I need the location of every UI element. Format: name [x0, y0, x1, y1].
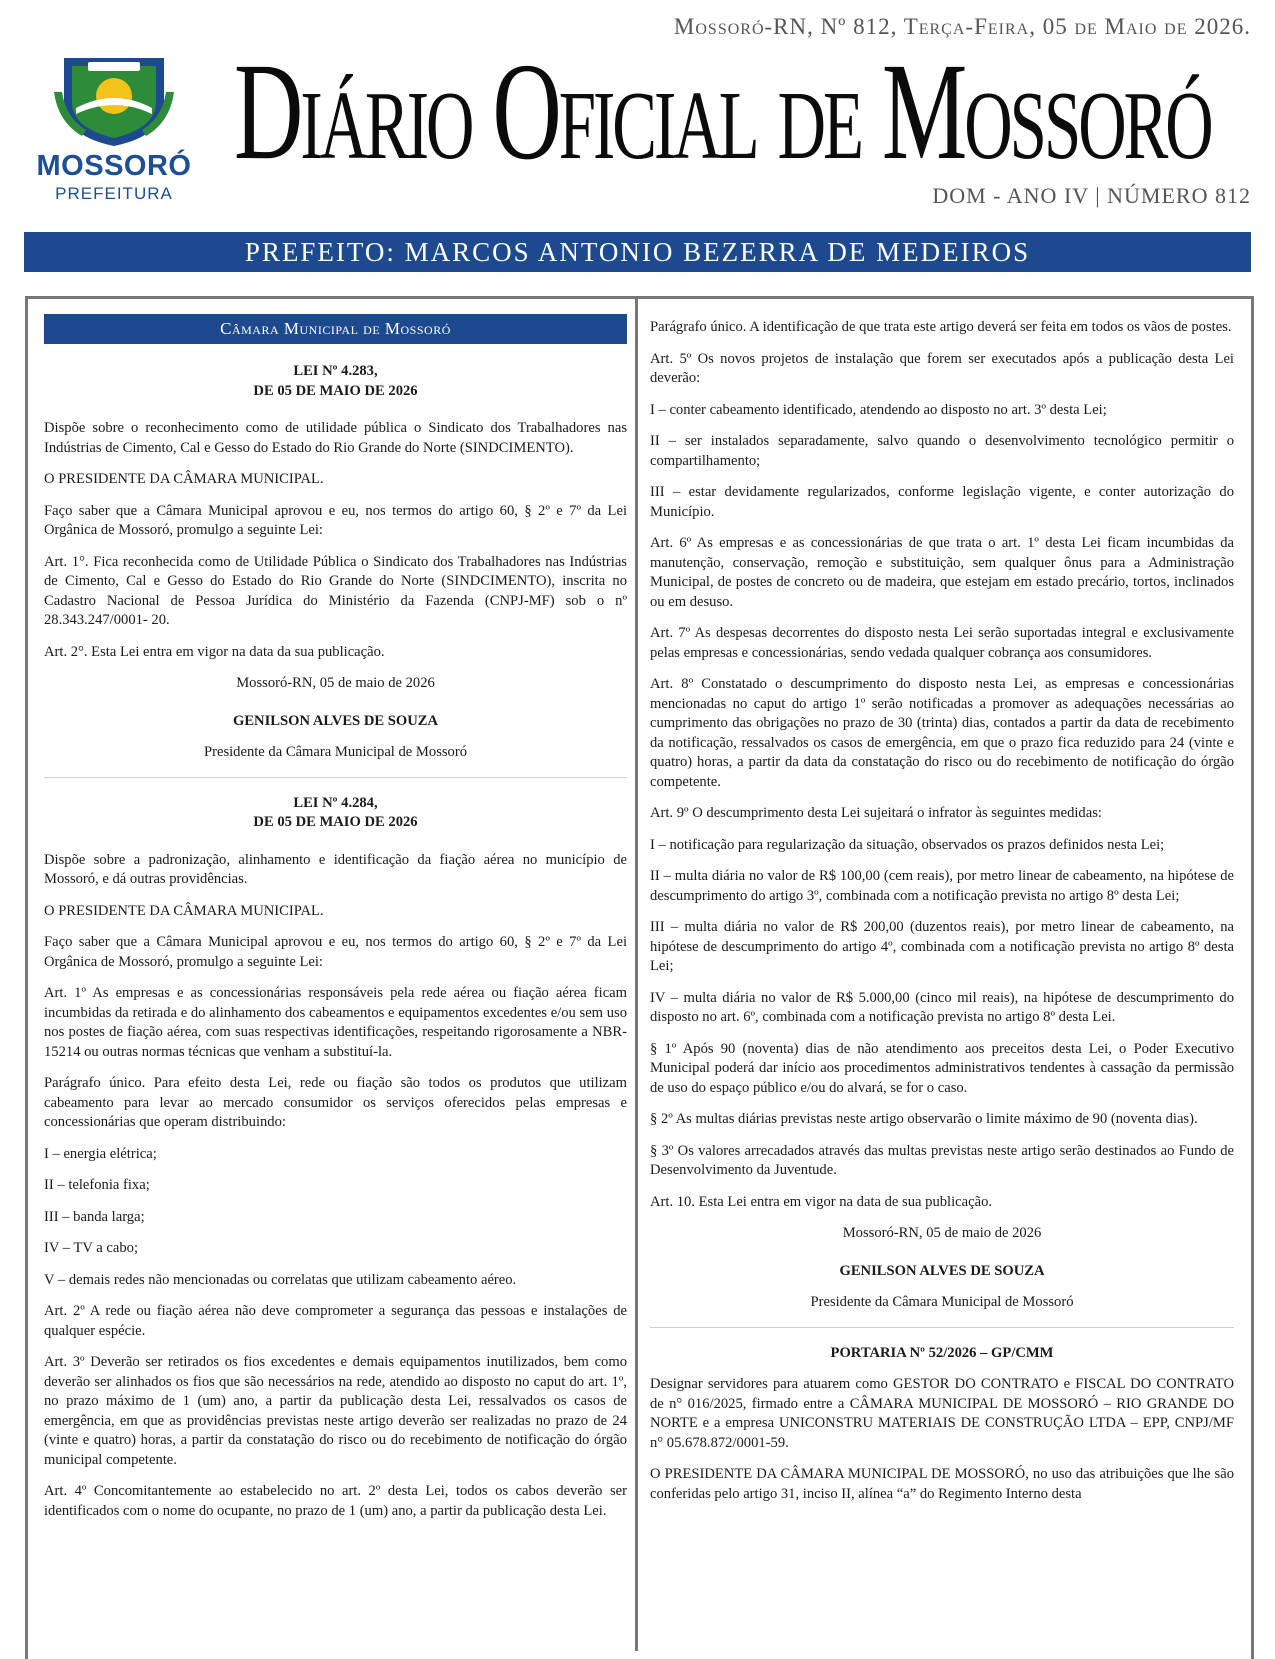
- list-item: IV – multa diária no valor de R$ 5.000,00 (cinco mil reais), na hipótese de descumprimento do disposto no art. 6º, combinada com a notificação prevista no artigo 8º desta Lei.: [650, 989, 1234, 1025]
- paragraph: O PRESIDENTE DA CÂMARA MUNICIPAL.: [44, 471, 324, 487]
- article: Art. 5º Os novos projetos de instalação que forem ser executados após a publicação desta Lei deverão:: [650, 350, 1234, 386]
- city-crest-icon: [52, 52, 176, 148]
- article: Art. 2°. Esta Lei entra em vigor na data da sua publicação.: [44, 643, 385, 660]
- paragraph: Faço saber que a Câmara Municipal aprovou e eu, nos termos do artigo 60, § 2º e 7º da Lei Orgânica de Mossoró, promulgo a seguinte Lei:: [44, 934, 627, 970]
- city-logo: [24, 52, 204, 207]
- list-item: IV – TV a cabo;: [44, 1240, 139, 1256]
- paragraph: O PRESIDENTE DA CÂMARA MUNICIPAL DE MOSSORÓ, no uso das atribuições que lhe são conferidas pelo artigo 31, inciso II, alínea “a” do Regimento Interno desta: [650, 1466, 1234, 1502]
- paragraph: Faço saber que a Câmara Municipal aprovou e eu, nos termos do artigo 60, § 2º e 7º da Lei Orgânica de Mossoró, promulgo a seguinte Lei:: [44, 502, 627, 538]
- portaria-title: PORTARIA Nº 52/2026 – GP/CMM: [830, 1344, 1054, 1361]
- law-summary: Dispõe sobre a padronização, alinhamento e identificação da fiação aérea no município de Mossoró, e dá outras providências.: [44, 851, 627, 887]
- signer-role: Presidente da Câmara Municipal de Mossoró: [203, 744, 468, 760]
- law-number: LEI Nº 4.283,: [293, 363, 378, 379]
- list-item: III – multa diária no valor de R$ 200,00 (duzentos reais), por metro linear de cabeamento, na hipótese de descumprimento do artigo 4º, combinada com a notificação prevista no artigo 8º desta Lei;: [650, 919, 1234, 974]
- right-column: [650, 318, 1234, 1516]
- law-summary: Dispõe sobre o reconhecimento como de utilidade pública o Sindicato dos Trabalhadores nas Indústrias de Cimento, Cal e Gesso do Estado do Rio Grande do Norte (SINDCIMENTO).: [44, 420, 627, 456]
- paragraph: Parágrafo único. A identificação de que trata este artigo deverá ser feita em todos os vãos de postes.: [650, 319, 1232, 335]
- paragraph: § 2º As multas diárias previstas neste artigo observarão o limite máximo de 90 (noventa dias).: [650, 1111, 1198, 1127]
- article: Art. 7º As despesas decorrentes do disposto nesta Lei serão suportadas integral e exclusivamente pelas empresas e concessionárias, sendo vedada qualquer cobrança aos consumidores.: [650, 625, 1234, 661]
- signer-role: Presidente da Câmara Municipal de Mossoró: [810, 1294, 1074, 1310]
- list-item: I – notificação para regularização da situação, observados os prazos definidos nesta Lei;: [650, 836, 1165, 853]
- list-item: V – demais redes não mencionadas ou correlatas que utilizam cabeamento aéreo.: [44, 1271, 517, 1288]
- article: Art. 9º O descumprimento desta Lei sujeitará o infrator às seguintes medidas:: [650, 805, 1102, 821]
- law-title: [44, 794, 627, 833]
- law-date: DE 05 DE MAIO DE 2026: [253, 382, 418, 399]
- article: Art. 8º Constatado o descumprimento do disposto nesta Lei, as empresas e concessionárias mencionadas no caput do artigo 1º serão notificadas a promover as adequações necessárias ao cumprimento das obrigações no prazo de 30 (trinta) dias, contados a partir da data de recebimento da notificação, ressalvados os casos de emergência, em que o prazo fica reduzido para 24 (vinte e quatro) horas, a partir da data da constatação do risco ou do recebimento de notificação do órgão competente.: [650, 676, 1234, 790]
- paragraph: § 3º Os valores arrecadados através das multas previstas neste artigo serão destinados ao Fundo de Desenvolvimento da Juventude.: [650, 1142, 1234, 1178]
- list-item: II – telefonia fixa;: [44, 1177, 150, 1193]
- place-date: Mossoró-RN, 05 de maio de 2026: [842, 1225, 1042, 1241]
- divider: [44, 777, 627, 778]
- law-number: LEI Nº 4.284,: [293, 794, 378, 811]
- divider: [650, 1327, 1234, 1328]
- article: Art. 6º As empresas e as concessionárias de que trata o art. 1º desta Lei ficam incumbidas da manutenção, conservação, remoção e substituição, sem qualquer ônus para a Administração Municipal, de postes de concreto ou de madeira, que estejam em estado precário, tortos, inclinados ou em desuso.: [650, 535, 1234, 610]
- paragraph: Parágrafo único. Para efeito desta Lei, rede ou fiação são todos os produtos que utilizam cabeamento para levar ao mercado consumidor os serviços oferecidos pelas empresas e concessionárias que operam distribuindo:: [44, 1075, 627, 1130]
- section-header: Câmara Municipal de Mossoró: [44, 314, 627, 344]
- article: Art. 4º Concomitantemente ao estabelecido no art. 2º desta Lei, todos os cabos deverão ser identificados com o nome do ocupante, no prazo de 1 (um) ano, a partir da publicação desta Lei.: [44, 1483, 627, 1519]
- logo-subtitle: PREFEITURA: [55, 184, 173, 203]
- column-divider: [635, 299, 638, 1651]
- newspaper-title: Diário Oficial de Mossoró: [234, 33, 1211, 189]
- article: Art. 1°. Fica reconhecida como de Utilidade Pública o Sindicato dos Trabalhadores nas Indústrias de Cimento, Cal e Gesso do Estado do Rio Grande do Norte (SINDCIMENTO), inscrita no Cadastro Nacional de Pessoa Jurídica do Ministério da Fazenda (CNPJ-MF) sob o nº 28.343.247/0001- 20.: [44, 553, 627, 628]
- article: Art. 1º As empresas e as concessionárias responsáveis pela rede aérea ou fiação aérea ficam incumbidas da retirada e do alinhamento dos cabeamentos e equipamentos excedentes e/ou sem uso nos postes de fiação aérea, com suas respectivas identificações, respeitando rigorosamente a NBR-15214 ou outras normas técnicas que venham a substituí-la.: [44, 985, 627, 1060]
- left-column: [44, 314, 627, 1533]
- paragraph: Designar servidores para atuarem como GESTOR DO CONTRATO e FISCAL DO CONTRATO de n° 016/2025, firmado entre a CÂMARA MUNICIPAL DE MOSSORÓ – RIO GRANDE DO NORTE e a empresa UNICONSTRU MATERIAIS DE CONSTRUÇÃO LTDA – EPP, CNPJ/MF n° 05.678.872/0001-59.: [650, 1376, 1234, 1451]
- article: Art. 10. Esta Lei entra em vigor na data de sua publicação.: [650, 1193, 993, 1210]
- list-item: III – banda larga;: [44, 1208, 145, 1225]
- dateline: Mossoró-RN, Nº 812, Terça-Feira, 05 de Maio de 2026.: [673, 14, 1251, 39]
- article: Art. 2º A rede ou fiação aérea não deve comprometer a segurança das pessoas e instalações de qualquer espécie.: [44, 1303, 627, 1339]
- article: Art. 3º Deverão ser retirados os fios excedentes e demais equipamentos inutilizados, bem como deverão ser alinhados os fios que são necessários na rede, atendido ao disposto no caput do art. 1º, no prazo máximo de 1 (um) ano, a partir da publicação desta Lei, ressalvados os casos de emergência, em que as providências previstas neste artigo deverão ser realizadas no prazo de 24 (vinte e quatro) horas, a partir da constatação do risco ou do recebimento de notificação do órgão municipal competente.: [44, 1354, 627, 1468]
- paragraph: § 1º Após 90 (noventa) dias de não atendimento aos preceitos desta Lei, o Poder Executivo Municipal poderá dar início aos procedimentos administrativos tendentes à cassação da permissão de uso do espaço público e/ou do alvará, se for o caso.: [650, 1040, 1234, 1096]
- law-date: DE 05 DE MAIO DE 2026: [253, 814, 418, 830]
- list-item: I – energia elétrica;: [44, 1145, 157, 1162]
- list-item: II – multa diária no valor de R$ 100,00 (cem reais), por metro linear de cabeamento, na hipótese de descumprimento do artigo 3º, combinada com a notificação prevista no artigo 8º desta Lei;: [650, 868, 1234, 904]
- signer-name: GENILSON ALVES DE SOUZA: [839, 1262, 1045, 1279]
- signer-name: GENILSON ALVES DE SOUZA: [232, 712, 439, 729]
- mayor-banner: PREFEITO: MARCOS ANTONIO BEZERRA DE MEDEIROS: [24, 232, 1251, 272]
- logo-city-name: MOSSORÓ: [36, 150, 192, 182]
- law-title: [44, 362, 627, 401]
- masthead: [0, 0, 1275, 232]
- place-date: Mossoró-RN, 05 de maio de 2026: [236, 675, 435, 691]
- list-item: II – ser instalados separadamente, salvo quando o desenvolvimento tecnológico permitir o compartilhamento;: [650, 433, 1234, 469]
- list-item: III – estar devidamente regularizados, conforme legislação vigente, e conter autorização do Município.: [650, 484, 1234, 520]
- paragraph: O PRESIDENTE DA CÂMARA MUNICIPAL.: [44, 902, 324, 919]
- edition-number: DOM - ANO IV | NÚMERO 812: [932, 183, 1251, 208]
- list-item: I – conter cabeamento identificado, atendendo ao disposto no art. 3º desta Lei;: [650, 401, 1107, 418]
